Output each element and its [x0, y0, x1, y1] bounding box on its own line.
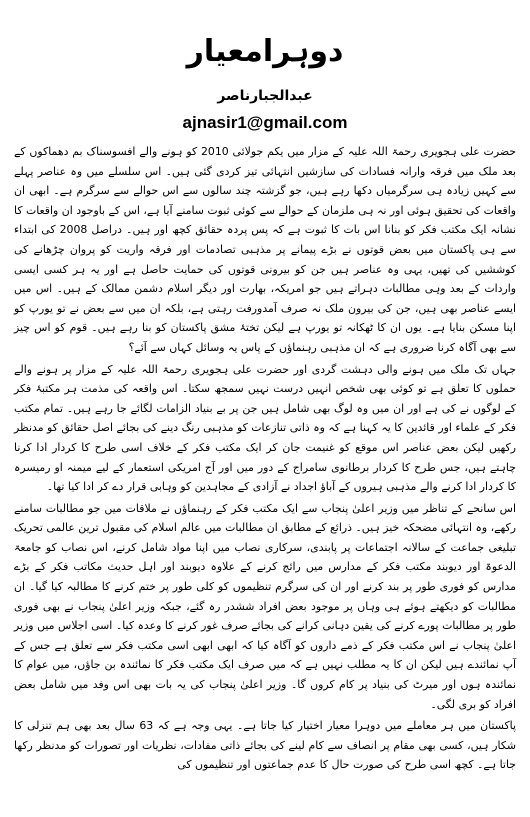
paragraph: جہاں تک ملک میں ہونے والی دہشت گردی اور حضرت علی ہجویری رحمۃ اللہ علیہ کے مزار پر ہونے والے حملوں کا تعلق ہے تو کوئی بھی شخص انہیں درست نہیں سمجھ سکتا۔ اس واقعہ کی مذمت ہر مکتبۂ فکر کے لوگوں نے کی ہے اور ان میں وہ لوگ بھی شامل ہیں جن پر بے بنیاد الزامات لگائے جا رہے ہیں۔ تمام مکتب فکر کے علماء اور قائدین کا یہ کہنا ہے کہ وہ ذاتی تنازعات کو مذہبی رنگ دینے کی بجائے اصل حقائق کو مدنظر رکھیں لیکن بعض عناصر اس موقع کو غنیمت جان کر ایک مکتب فکر کے خلاف اسی طرح کا کردار ادا کرنا چاہتے ہیں، جس طرح کا کردار برطانوی سامراج کے دور میں اور آج امریکی استعمار کے لیے میمنہ او رمیسرہ کا کردار ادا کرنے والے مذہبی ہیروں کے آباؤ اجداد نے آزادی کے مجاہدین کو وہابی قرار دے کر ادا کیا تھا۔ [14, 362, 516, 494]
paragraph: حضرت علی ہجویری رحمۃ اللہ علیہ کے مزار میں یکم جولائی 2010 کو ہونے والے افسوسناک بم دھماکوں کے بعد ملک میں فرقہ وارانہ فسادات کی سازشیں انتہائی تیز کردی گئی ہیں۔ اس سلسلے میں وہ عناصر پہلے سے کہیں زیادہ ہی سرگرمیاں دکھا رہے ہیں، جو گزشتہ چند سالوں سے اس حوالے سے سرگرم ہے۔ ابھی ان واقعات کی تحقیق ہوئی اور نہ ہی ملزمان کے حوالے سے کوئی ثبوت سامنے آیا ہے، اس کے باوجود ان واقعات کا نشانہ ایک مکتب فکر کو بنانا اس بات کا ثبوت ہے کہ پس پردہ حقائق کچھ اور ہیں۔ دراصل 2008 کی ابتداء سے ہی پاکستان میں بعض قوتوں نے بڑے پیمانے پر مذہبی تصادمات اور فرقہ واریت کو پروان چڑھانے کی کوششیں کی تھیں، یہی وہ عناصر ہیں جن کو بیرونی قوتوں کی حمایت حاصل ہے اور یہ ہر کسی ایسی واردات کے بعد وہی مطالبات دہراتے ہیں جو امریکہ، بھارت اور دیگر اسلام دشمن ممالک کے ہیں۔ اس میں ایسے عناصر بھی ہیں، جن کی بیرون ملک نہ صرف آمدورفت رہتی ہے، بلکہ ان میں سے بعض نے تو یورپ کو اپنا مسکن بنایا ہے۔ یوں ان کا ٹھکانہ تو یورپ ہے لیکن تختۂ مشق پاکستان کو بنا رہے ہیں۔ قوم کو اس چیز سے بھی آگاہ کرنا ضروری ہے کہ ان مذہبی رہنماؤں کے پاس یہ وسائل کہاں سے آئے؟ [14, 145, 516, 354]
article-body [14, 142, 516, 777]
paragraph: اس سانحے کے تناظر میں وزیر اعلیٰ پنجاب سے ایک مکتب فکر کے رہنماؤں نے ملاقات میں جو مطالبات سامنے رکھے، وہ انتہائی مضحکہ خیز ہیں۔ ذرائع کے مطابق ان مطالبات میں عالم اسلام کی مقبول ترین عالمی تحریک تبلیغی جماعت کے سالانہ اجتماعات پر پابندی، سرکاری نصاب میں اپنا مواد شامل کرنے، اس نصاب کو جامعۃ الدعوۃ اور دیوبند مکتب فکر کے مدارس میں رائج کرنے کے علاوہ دیوبند اور اہل حدیث مکاتب فکر کے بڑے مدارس کو فوری طور پر بند کرنے اور ان کی سرگرم تنظیموں کو کلی طور پر ختم کرنے کا مطالبہ کیا گیا۔ ان مطالبات کو دیکھتے ہوئے ہی وہاں پر موجود بعض افراد ششدر رہ گئے، جبکہ وزیر اعلیٰ پنجاب نے بھی فوری طور پر مطالبات پورے کرنے کی یقین دہانی کرانے کی بجائے صرف غور کرنے کا وعدہ کیا۔ اسی اجلاس میں وزیر اعلیٰ پنجاب نے اس مکتب فکر کے ذمے داروں کو آگاہ کیا کہ ابھی ابھی اسی مکتب فکر سے تعلق ہے جس کے آپ نمائندے ہیں لیکن ان کا یہ مطلب نہیں ہے کہ میں صرف ایک مکتب فکر کا نمائندہ بن جاؤں، میں عوام کا نمائندہ ہوں اور میرٹ کی بنیاد پر کام کروں گا۔ وزیر اعلیٰ پنجاب کی یہ بات بھی اس وفد میں شامل بعض افراد کو بری لگی۔ [14, 501, 516, 711]
author-name: عبدالجبارناصر [217, 88, 313, 104]
article-title: دوہرامعیار [186, 34, 344, 70]
author-email: ajnasir1@gmail.com [182, 113, 348, 132]
paragraph: پاکستان میں ہر معاملے میں دوہرا معیار اختیار کیا جاتا ہے۔ یہی وجہ ہے کہ 63 سال بعد بھی ہم تنزلی کا شکار ہیں، کسی بھی مقام پر انصاف سے کام لینے کی بجائے ذاتی مفادات، نظریات اور تصورات کو مدنظر رکھا جاتا ہے۔ کچھ اسی طرح کی صورت حال کا عدم جماعتوں اور تنظیموں کی [14, 719, 516, 772]
